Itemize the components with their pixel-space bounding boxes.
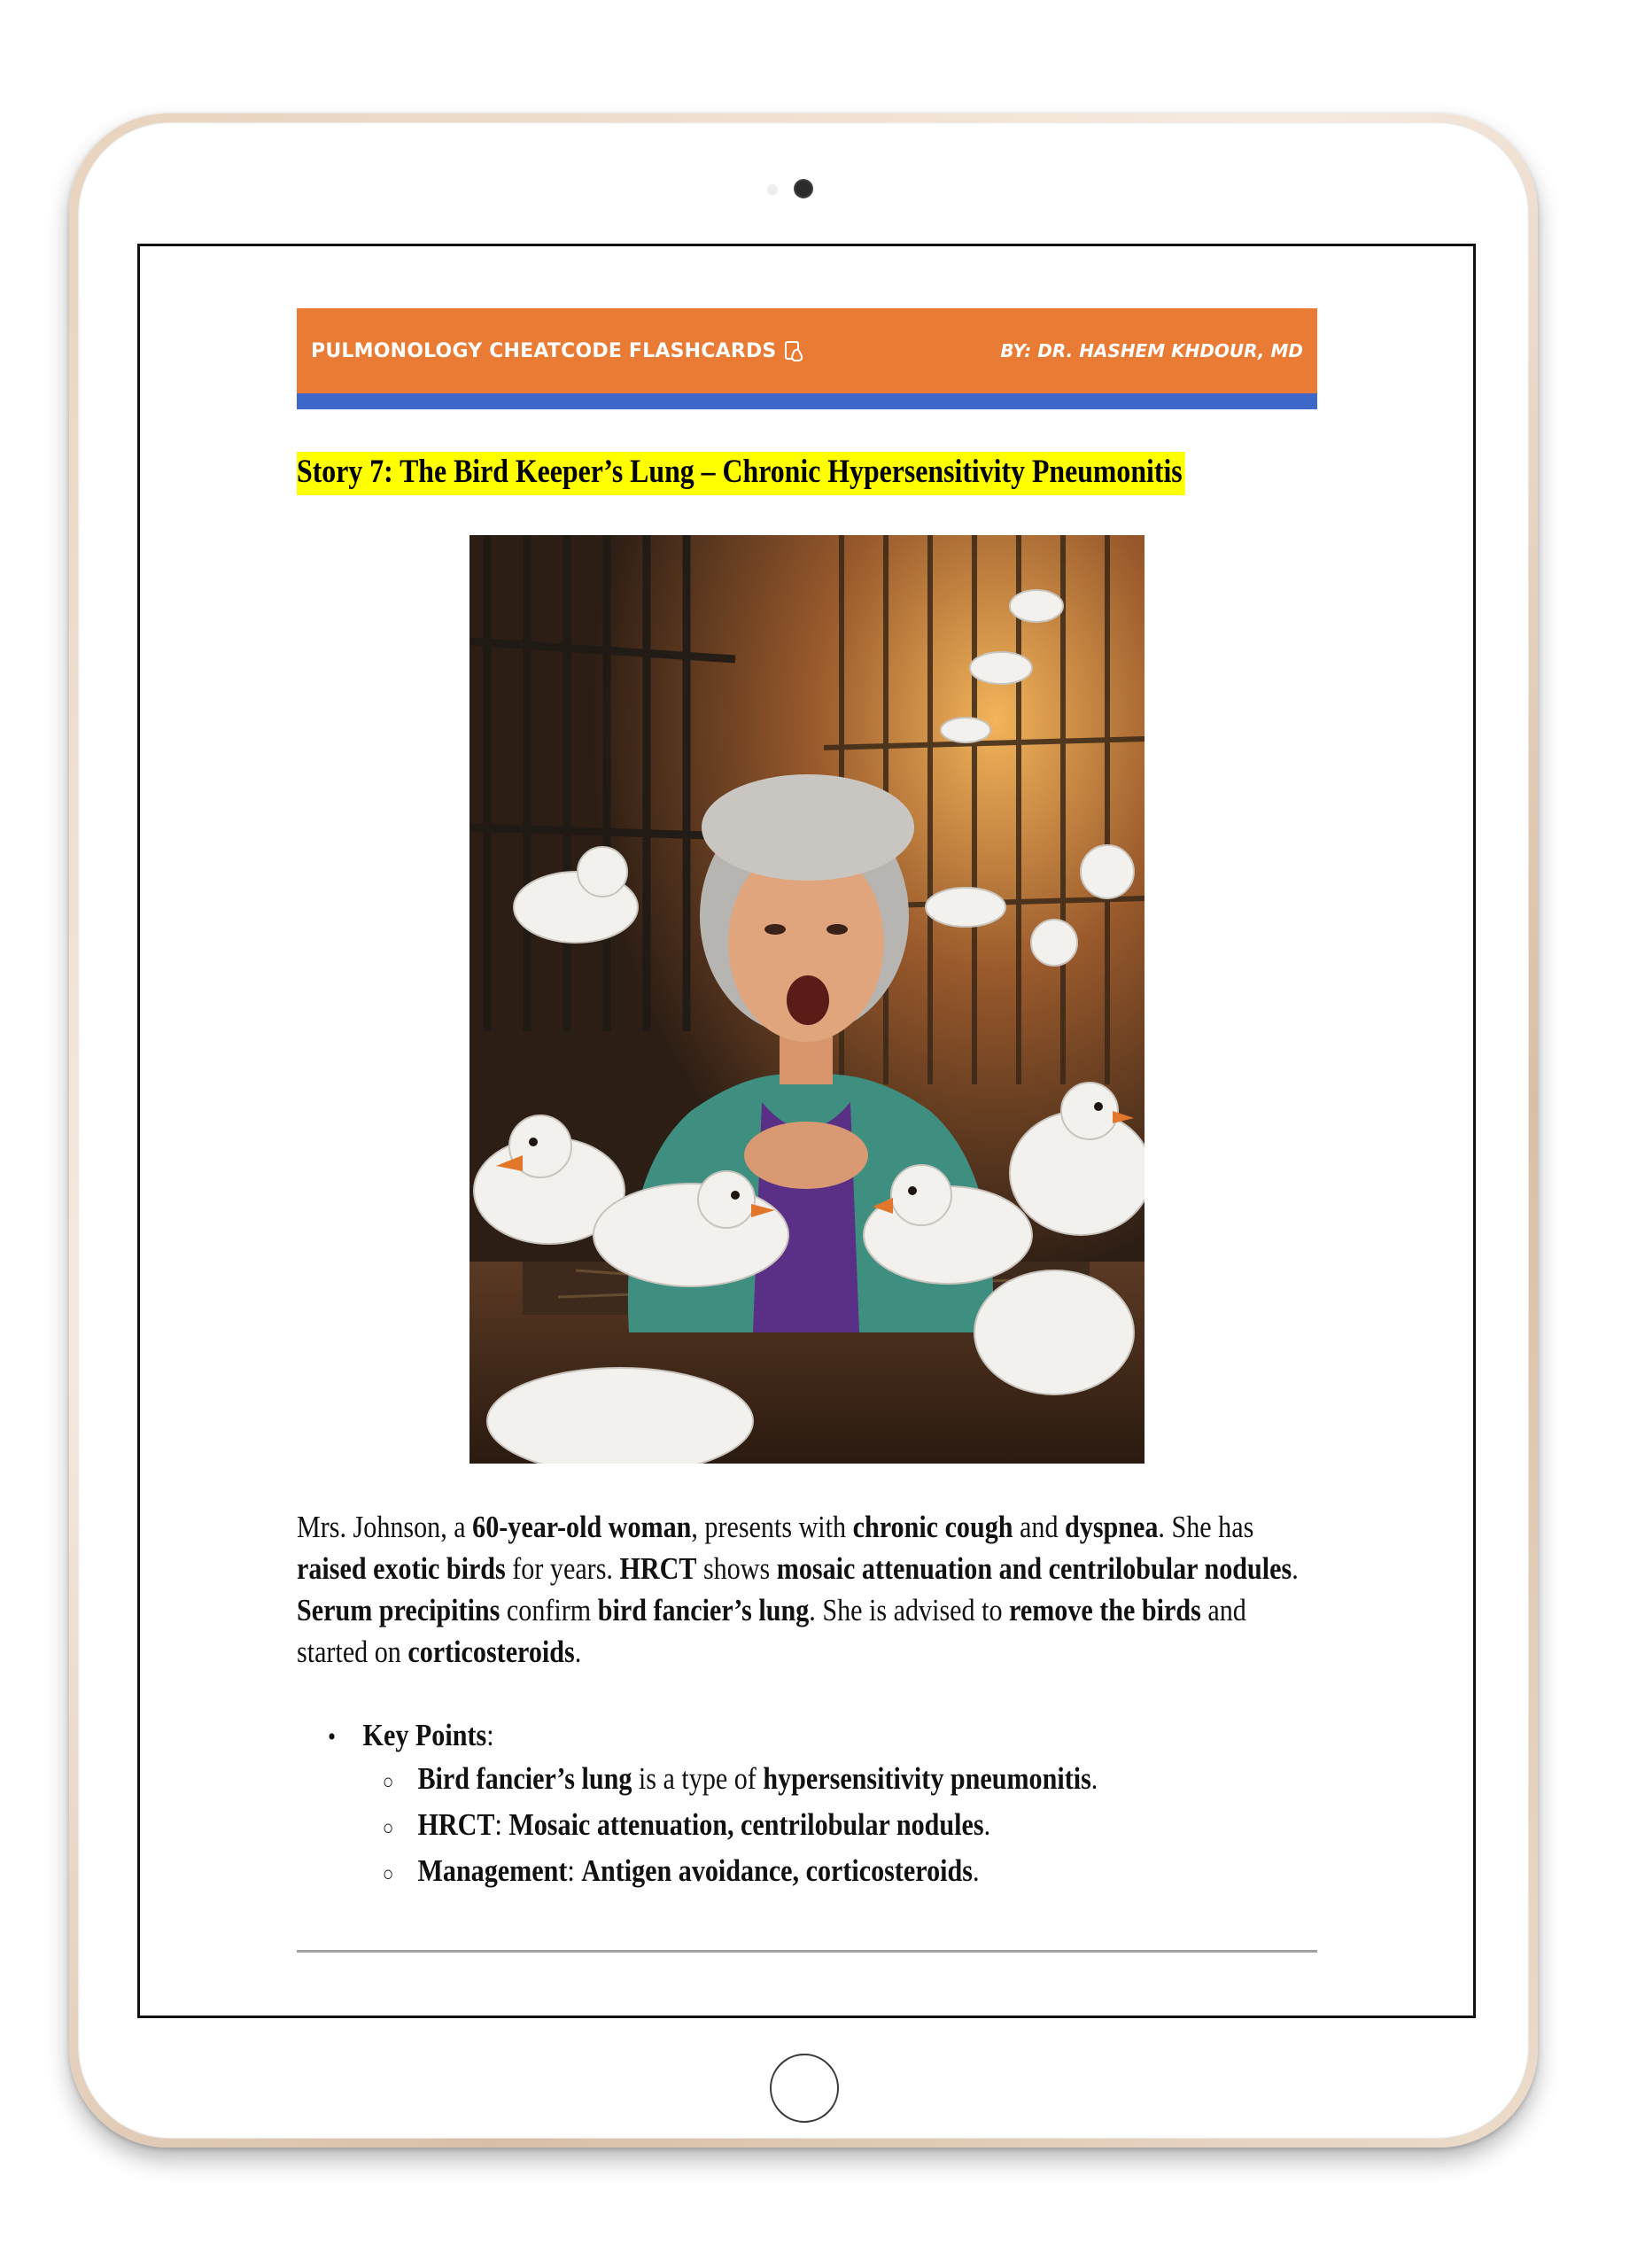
- bold-text-run: bird fancier’s lung: [597, 1593, 810, 1627]
- text-run: .: [983, 1807, 991, 1842]
- divider-line: [297, 1950, 1317, 1953]
- key-point-text: [417, 1850, 979, 1891]
- bold-text-run: dyspnea: [1065, 1510, 1159, 1544]
- text-run: .: [1090, 1761, 1098, 1796]
- bold-text-run: Management: [417, 1853, 568, 1888]
- text-run: .: [972, 1853, 980, 1888]
- text-run: . She is advised to: [809, 1593, 1010, 1627]
- banner-left: [311, 339, 806, 362]
- story-title: Story 7: The Bird Keeper’s Lung – Chronic Hypersensitivity Pneumonitis: [297, 452, 1185, 495]
- text-run: :: [494, 1807, 509, 1842]
- home-button[interactable]: [770, 2054, 839, 2123]
- key-points-suffix: :: [486, 1718, 494, 1752]
- key-point-item: [383, 1758, 1318, 1804]
- bullet-circle-icon: ○: [382, 1863, 394, 1886]
- elderly-woman-with-birds-illustration: [469, 535, 1145, 1464]
- key-points-sublist: [383, 1758, 1318, 1896]
- bold-text-run: Mosaic attenuation, centrilobular nodules: [508, 1807, 984, 1842]
- key-point-item: [383, 1850, 1318, 1896]
- key-points-label: Key Points: [362, 1718, 487, 1752]
- bold-text-run: HRCT: [619, 1551, 697, 1586]
- text-run: and started on: [297, 1593, 1246, 1669]
- bold-text-run: Bird fancier’s lung: [417, 1761, 632, 1796]
- bold-text-run: mosaic attenuation and centrilobular nodules: [776, 1551, 1292, 1586]
- bold-text-run: hypersensitivity pneumonitis: [763, 1761, 1091, 1796]
- banner-author: BY: DR. HASHEM KHDOUR, MD: [1000, 340, 1303, 361]
- text-run: shows: [696, 1551, 777, 1586]
- header-banner: [297, 308, 1317, 409]
- banner-orange-bar: [297, 308, 1317, 393]
- key-point-text: [417, 1804, 990, 1845]
- banner-blue-bar: [297, 393, 1317, 409]
- bullet-disc-icon: •: [328, 1722, 337, 1751]
- bold-text-run: remove the birds: [1009, 1593, 1201, 1627]
- text-run: :: [567, 1853, 582, 1888]
- bold-text-run: Antigen avoidance, corticosteroids: [581, 1853, 973, 1888]
- key-points-list: [328, 1714, 1318, 1896]
- banner-title: PULMONOLOGY CHEATCODE FLASHCARDS: [311, 339, 777, 362]
- bullet-circle-icon: ○: [382, 1771, 394, 1794]
- text-run: . She has: [1158, 1510, 1254, 1544]
- key-point-item: [383, 1804, 1318, 1850]
- bold-text-run: HRCT: [417, 1807, 495, 1842]
- bold-text-run: chronic cough: [852, 1510, 1013, 1544]
- bold-text-run: raised exotic birds: [297, 1551, 506, 1586]
- bold-text-run: Serum precipitins: [297, 1593, 500, 1627]
- text-run: is a type of: [632, 1761, 764, 1796]
- story-paragraph: [297, 1506, 1317, 1673]
- text-run: Mrs. Johnson, a: [297, 1510, 473, 1544]
- front-camera-icon: [794, 179, 813, 198]
- text-run: , presents with: [691, 1510, 853, 1544]
- text-run: .: [1292, 1551, 1299, 1586]
- bold-text-run: corticosteroids: [407, 1635, 575, 1669]
- text-run: for years.: [505, 1551, 620, 1586]
- bullet-circle-icon: ○: [382, 1817, 394, 1840]
- text-run: .: [574, 1635, 582, 1669]
- key-points-heading-item: [328, 1714, 1318, 1758]
- text-run: and: [1013, 1510, 1066, 1544]
- key-point-text: [417, 1758, 1098, 1799]
- text-run: confirm: [500, 1593, 598, 1627]
- bold-text-run: 60-year-old woman: [472, 1510, 692, 1544]
- flashcard-hand-icon: [783, 339, 806, 362]
- sensor-dot: [767, 184, 778, 195]
